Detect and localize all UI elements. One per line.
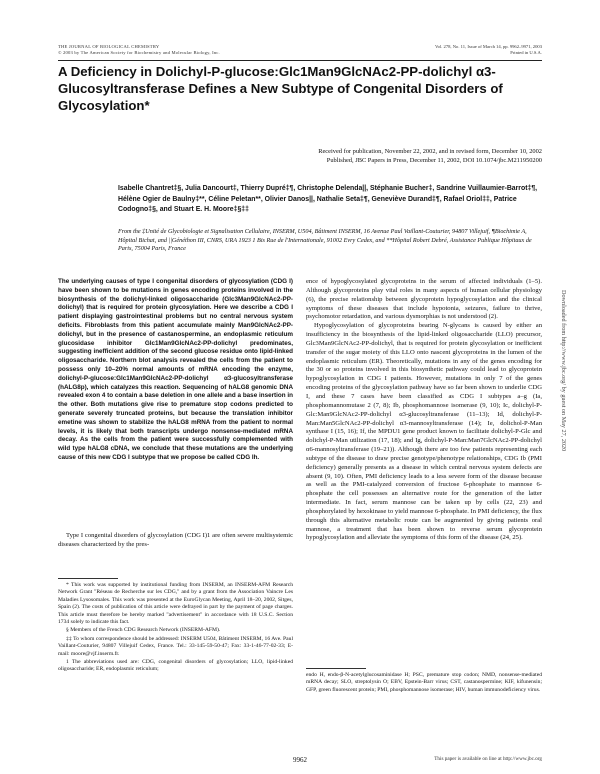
journal-name: THE JOURNAL OF BIOLOGICAL CHEMISTRY [58,44,160,49]
download-text: Downloaded from http://www.jbc.org/ by guest on May 27, 2020 [560,290,567,452]
footnotes [58,582,293,675]
abstract: The underlying causes of type I congenital disorders of glycosylation (CDG I) have been shown to be mutations in genes encoding proteins involved in the biosynthesis of the dolichyl-linked oligosaccharide (Glc3Man9GlcNAc2-PP-dolichyl) that is required for protein glycosylation. Here we describe a CDG I patient displaying gastrointestinal problems but no central nervous system deficits. Fibroblasts from this patient accumulate mainly Man9GlcNAc2-PP-dolichyl, but in the presence of castanospermine, an endoplasmic reticulum glucosidase inhibitor Glc1Man9GlcNAc2-PP-dolichyl predominates, suggesting inefficient addition of the second glucose residue onto lipid-linked oligosaccharide. Northern blot analysis revealed the cells from the patient to possess only 10–20% normal amounts of mRNA encoding the enzyme, dolichyl-P-glucose:Glc1Man9GlcNAc2-PP-dolichyl α3-glucosyltransferase (hALG8p), which catalyzes this reaction. Sequencing of hALG8 genomic DNA revealed exon 4 to contain a base deletion in one allele and a base insertion in the other. Both mutations give rise to premature stop codons predicted to generate severely truncated proteins, but because the translation inhibitor emetine was shown to stabilize the hALG8 mRNA from the patient to normal levels, it is likely that both transcripts undergo nonsense-mediated mRNA decay. As the cells from the patient were successfully complemented with wild type hALG8 cDNA, we conclude that these mutations are the underlying cause of this new CDG I subtype that we propose be called CDG Ih. [58,278,293,461]
right-column [306,278,542,543]
right-footnote-rule [306,668,366,669]
page-number: 9962 [293,756,307,764]
published-line: Published, JBC Papers in Press, December 11, 2002, DOI 10.1074/jbc.M211950200 [326,156,542,164]
printed-line: Printed in U.S.A. [510,50,542,55]
received-line: Received for publication, November 22, 2002, and in revised form, December 10, 2002 [318,148,542,155]
affiliations: From the ‡Unité de Glycobiologie et Signalisation Cellulaire, INSERM, U504, Bâtiment INSERM, 16 Avenue Paul Vaillant-Couturier, 94807 Villejuif, ¶Biochimie A, Hôpital Bichat, and ||Généthon III, CNRS, URA 1923 1 Bis Rue de l'Internationale, 91002 Evry Cedex, and **Hôpital Robert Debré, Assistance Publique Hôpitaux de Paris, 75004 Paris, France [118,228,532,253]
intro-paragraph: Type I congenital disorders of glycosylation (CDG I)1 are often severe multisystemic diseases characterized by the pres- [58,532,293,548]
footnote: § Members of the French CDG Research Network (INSERM-AFM). [66,627,221,634]
download-note [555,290,569,580]
online-note: This paper is available on line at http://www.jbc.org [434,756,542,762]
received-dates [142,148,542,165]
body-paragraph: ence of hypoglycosylated glycoproteins in the serum of affected individuals (1–5). Although glycoproteins play vital roles in many aspects of human cellular physiology (6), the precise relationship between glycoprotein hypoglycosylation and the clinical symptoms of these diseases that include hypotonia, seizures, failure to thrive, psychomotor retardation, and various dysmorphias is not understood (2). [306,278,542,321]
footnote: * This work was supported by institutional funding from INSERM, an INSERM-AFM Research Network Grant "Réseau de Recherche sur les CDG," and by a grant from the Association Vaincre Les Maladies Lysosomales. This work was presented at the EuroGlycan Meeting, April 18–20, 2002, Sitges, Spain (2). The costs of publication of this article were defrayed in part by the payment of page charges. This article must therefore be hereby marked "advertisement" in accordance with 18 U.S.C. Section 1734 solely to indicate this fact. [58,582,293,626]
header-rule [58,60,542,61]
footnote-rule [58,578,118,579]
copyright-line: © 2003 by The American Society for Biochemistry and Molecular Biology, Inc. [58,50,220,55]
footnote: 1 The abbreviations used are: CDG, congenital disorders of glycosylation; LLO, lipid-linked oligosaccharide; ER, endoplasmic reticulum; [58,659,293,673]
introduction [58,532,293,550]
footnote: ‡‡ To whom correspondence should be addressed: INSERM U504, Bâtiment INSERM, 16 Ave. Paul Vaillant-Couturier, 94807 Villejuif Cedex, France. Tel.: 33-145-59-50-47; Fax: 33-1-46-77-02-33; E-mail: moore@vjf.inserm.fr. [58,635,293,657]
volume-line: Vol. 278, No. 11, Issue of March 14, pp. 9962–9971, 2003 [434,44,542,49]
right-footnote: endo H, endo-β-N-acetylglucosaminidase H; PSC, premature stop codon; NMD, nonsense-mediated mRNA decay; SLO, streptolysin O; EBV, Epstein-Barr virus; CST, castanospermine; KIF, kifunensin; GFP, green fluorescent protein; PMI, phosphomannose isomerase; HIV, human immunodeficiency virus. [306,672,542,693]
author-list: Isabelle Chantret‡§, Julia Dancourt‡, Thierry Dupré‡¶, Christophe Delenda||, Stéphanie Bucher‡, Sandrine Vuillaumier-Barrot‡¶, Hélène Ogier de Baulny‡**, Céline Peletan**, Olivier Danos||, Nathalie Seta‡¶, Geneviève Durand‡¶, Rafael Oriol‡‡, Patrice Codogno‡§, and Stuart E. H. Moore‡§‡‡ [118,185,538,214]
article-title: A Deficiency in Dolichyl-P-glucose:Glc1Man9GlcNAc2-PP-dolichyl α3-Glucosyltransferase Defines a New Subtype of Congenital Disorders of Glycosylation* [58,64,503,113]
body-paragraph: Hypoglycosylation of glycoproteins bearing N-glycans is caused by either an insufficiency in the biosynthesis of the lipid-linked oligosaccharide (LLO) precursor, Glc3Man9GlcNAc2-PP-dolichyl, that is required for protein glycosylation or inefficient transfer of the sugar moiety of this LLO onto nascent glycoproteins in the lumen of the endoplasmic reticulum (ER). Theoretically, mutations in any of the genes encoding for the 30 or so proteins involved in this biosynthetic pathway could lead to glycoprotein hypoglycosylation in CDG I patients. However, mutations in only 7 of the genes encoding proteins of the glycosylation pathway have so far been shown to underlie CDG I, and these 7 cases have been classified as CDG I subtypes a–g (Ia, phosphomannomutase 2 (7, 8); Ib, phosphomannose isomerase (9, 10); Ic, dolichyl-P-Glc:Man9GlcNAc2-PP-dolichyl α3-glucosyltransferase (11–13); Id, dolichyl-P-Man:Man5GlcNAc2-PP-dolichyl α3-mannosyltransferase (14); Ie, dolichol-P-Man synthase I (15, 16); If, the MPDU1 gene product known to facilitate dolichyl-P-Glc and dolichyl-P-Man utilization (17, 18); and Ig, dolichyl-P-Man:Man7GlcNAc2-PP-dolichyl α6-mannosyltransferase (19–21)). Although there are too few patients representing each subtype of the disease to draw precise genotype/phenotype relationships, CDG Ib (PMI deficiency) generally presents as a disease in which central nervous system defects are absent (9, 10). Often, PMI deficiency leads to a less severe form of the disease because as well as the PMI-catalyzed conversion of fructose 6-phosphate to mannose 6-phosphate the cell possesses an alternative route for the generation of the latter intermediate. In fact, serum mannose can be taken up by cells (22, 23) and phosphorylated by hexokinase to yield mannose 6-phosphate. In PMI deficiency, the flux through this alternative metabolic route can be augmented by giving patients oral mannose, a treatment that has been shown to reverse serum glycoprotein hypoglycosylation and alleviate the symptoms of this form of the disease (24, 25). [306,322,542,542]
